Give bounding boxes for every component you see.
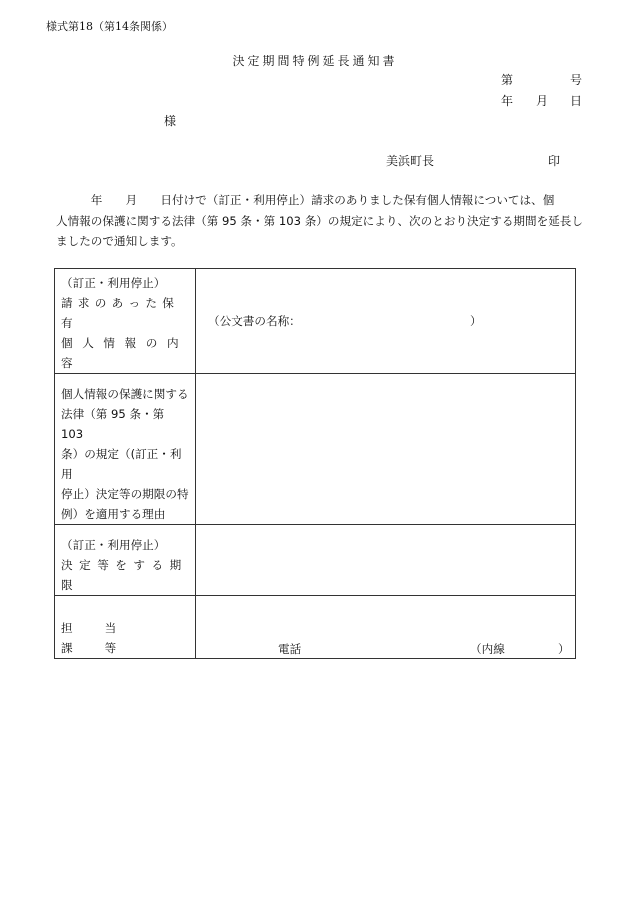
extension-close: ） [558, 642, 570, 656]
document-title: 決定期間特例延長通知書 [232, 54, 398, 68]
label-line: （訂正・利用停止） [61, 538, 166, 552]
extension-open: （内線 [470, 642, 505, 656]
number-go-label: 号 [570, 73, 583, 87]
label-line: 停止）決定等の期限の特 [61, 487, 189, 501]
value-deadline [196, 525, 576, 596]
label-line: 条）の規定（(訂正・利用 [61, 447, 182, 481]
label-deadline [55, 525, 196, 596]
label-line: 請求のあった保有 [61, 296, 180, 330]
value-department [196, 596, 576, 659]
body-line-1: 年 月 日付けで（訂正・利用停止）請求のありました保有個人情報については、個 [56, 193, 555, 207]
label-line: 決定等をする期限 [61, 558, 188, 592]
value-reason [196, 374, 576, 525]
label-line: （訂正・利用停止） [61, 276, 166, 290]
table-row-reason [55, 374, 576, 525]
table-row-deadline [55, 525, 576, 596]
label-line: 個人情報の内容 [61, 336, 189, 370]
label-line: 個人情報の保護に関する [61, 387, 189, 401]
body-line-2: 人情報の保護に関する法律（第 95 条・第 103 条）の規定により、次のとおり決定する期間を延長し [56, 213, 583, 228]
label-reason [55, 374, 196, 525]
notice-table [54, 268, 576, 659]
label-department [55, 596, 196, 659]
date-year-label: 年 [501, 94, 514, 108]
label-request-content [55, 269, 196, 374]
value-request-content [196, 269, 576, 374]
date-day-label: 日 [570, 94, 583, 108]
notice-body [56, 190, 583, 252]
form-number: 様式第18（第14条関係） [46, 20, 173, 33]
label-line: 例）を適用する理由 [61, 507, 166, 521]
phone-label: 電話 [278, 642, 302, 656]
docname-close: ） [470, 314, 482, 328]
number-dai-label: 第 [501, 73, 514, 87]
addressee-honorific: 様 [164, 114, 177, 128]
docname-open: （公文書の名称： [208, 314, 301, 328]
date-month-label: 月 [536, 94, 549, 108]
table-row-request-content [55, 269, 576, 374]
seal-mark: 印 [548, 154, 561, 168]
label-line: 法律（第 95 条・第 103 [61, 407, 165, 441]
table-row-department [55, 596, 576, 659]
sender-name: 美浜町長 [386, 154, 435, 168]
body-line-3: ましたので通知します。 [56, 234, 183, 248]
label-line: 担当課等 [61, 621, 149, 655]
